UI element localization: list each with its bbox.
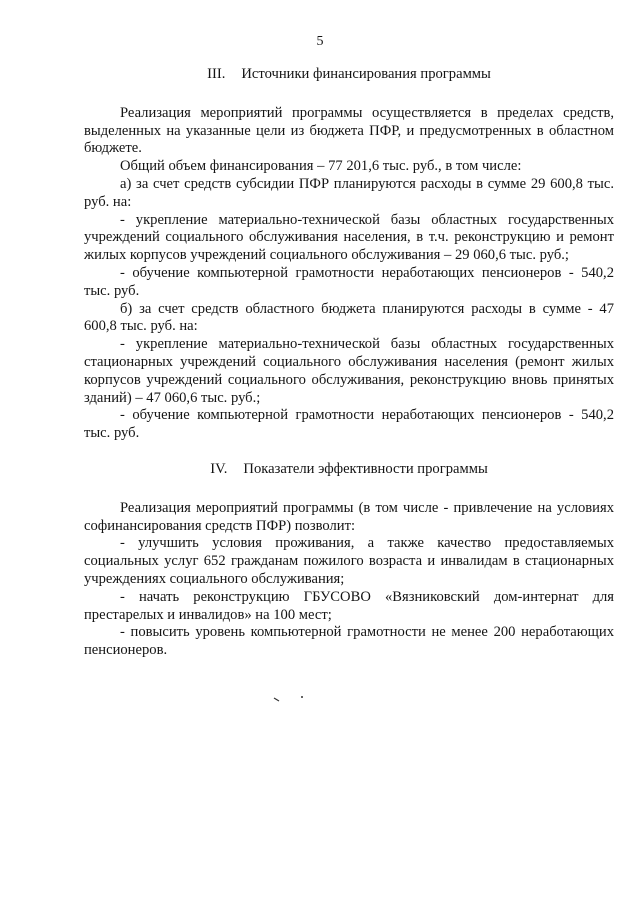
section-3-paragraph: Реализация мероприятий программы осуществляется в пределах средств, выделенных на указанные цели из бюджета ПФР, и предусмотренных в областном бюджете. <box>84 104 614 157</box>
section-3-title: Источники финансирования программы <box>241 66 491 82</box>
section-4-paragraph: Реализация мероприятий программы (в том числе - привлечение на условиях софинансирования средств ПФР) позволит: <box>84 499 614 534</box>
section-4-paragraph: - улучшить условия проживания, а также качество предоставляемых социальных услуг 652 гражданам пожилого возраста и инвалидам в стационарных учреждениях социального обслуживания; <box>84 535 614 587</box>
document-body <box>84 62 614 660</box>
section-4-paragraph: - повысить уровень компьютерной грамотности не менее 200 неработающих пенсионеров. <box>84 624 614 659</box>
section-4-title: Показатели эффективности программы <box>243 460 488 477</box>
section-3-numeral: III. <box>207 66 226 82</box>
section-3-paragraph: - обучение компьютерной грамотности неработающих пенсионеров - 540,2 тыс. руб. <box>84 407 614 442</box>
section-4-heading <box>84 461 614 479</box>
section-3-paragraph: - обучение компьютерной грамотности неработающих пенсионеров - 540,2 тыс. руб. <box>84 264 614 299</box>
section-3-paragraph: а) за счет средств субсидии ПФР планируются расходы в сумме 29 600,8 тыс. руб. на: <box>84 175 614 210</box>
section-3-paragraph: Общий объем финансирования – 77 201,6 тыс. руб., в том числе: <box>120 158 522 175</box>
section-3-paragraph: - укрепление материально-технической базы областных государственных учреждений социального обслуживания населения, в т.ч. реконструкцию и ремонт жилых корпусов учреждений социального обслуживания – 29 060,6 тыс. руб.; <box>84 211 614 264</box>
speck-mark-right <box>301 696 303 698</box>
page-number: 5 <box>316 34 324 49</box>
section-3-paragraph: б) за счет средств областного бюджета планируются расходы в сумме - 47 600,8 тыс. руб. на: <box>84 300 614 335</box>
section-3-paragraph: - укрепление материально-технической базы областных государственных стационарных учреждений социального обслуживания населения (ремонт жилых корпусов учреждений социального обслуживания, реконструкцию вновь принятых зданий) – 47 060,6 тыс. руб.; <box>84 336 614 406</box>
scan-speck-marks <box>272 694 312 706</box>
section-4-paragraph: - начать реконструкцию ГБУСОВО «Вязниковский дом-интернат для престарелых и инвалидов» на 100 мест; <box>84 588 614 623</box>
section-4-numeral: IV. <box>210 460 228 477</box>
section-3-heading <box>84 66 614 84</box>
speck-mark-left <box>274 698 279 701</box>
